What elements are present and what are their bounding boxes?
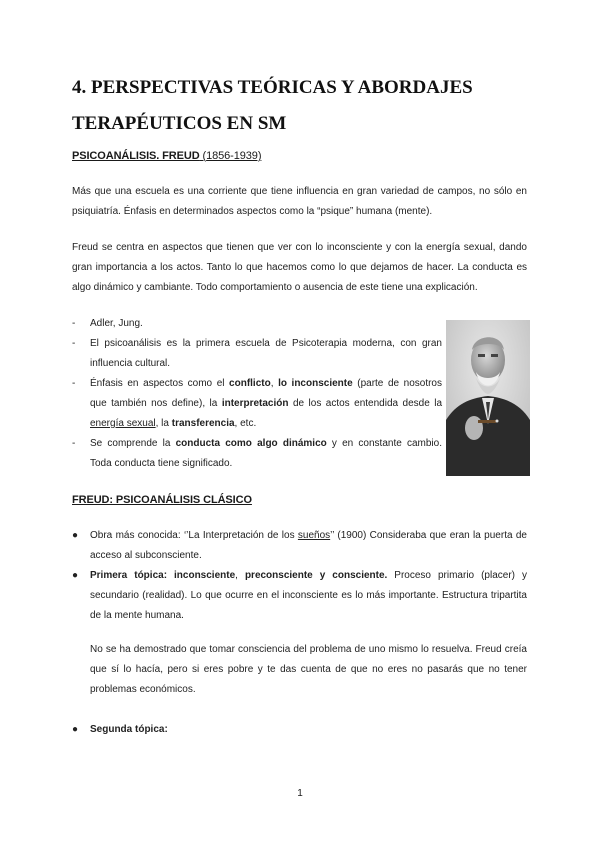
bullet-item bbox=[72, 566, 527, 626]
title-line-2: TERAPÉUTICOS EN SM bbox=[72, 113, 287, 134]
note-paragraph: No se ha demostrado que tomar consciencia del problema de uno mismo lo resuelva. Freud creía que sí lo hacía, pero si eres pobre y te das cuenta de que no eres no pasarás que no tener problemas económicos. bbox=[90, 644, 527, 695]
bullet-item bbox=[72, 720, 527, 740]
paragraph-intro: Más que una escuela es una corriente que tiene influencia en gran variedad de campos, no sólo en psiquiatría. Énfasis en determinados aspectos como la “psique” humana (mente). bbox=[72, 186, 527, 217]
heading-paren: ( bbox=[199, 150, 207, 162]
dash-marker: - bbox=[72, 438, 76, 449]
text-run: Énfasis en aspectos como el bbox=[90, 378, 230, 389]
dash-marker: - bbox=[72, 338, 76, 349]
text-run: ’’ (1900) Consideraba que eran la puerta de acceso al subconsciente. bbox=[90, 530, 527, 561]
bold-term: lo inconsciente bbox=[278, 378, 353, 389]
underlined-term: energía sexual bbox=[90, 418, 156, 429]
text-run: Se comprende la bbox=[90, 438, 176, 449]
heading-years: 1856-1939) bbox=[206, 150, 262, 162]
text-run: , bbox=[235, 570, 245, 581]
bold-term: Primera tópica: inconsciente bbox=[90, 570, 236, 581]
bold-term: conducta como algo dinámico bbox=[175, 438, 327, 449]
bold-term: transferencia bbox=[171, 418, 235, 429]
portrait-image bbox=[446, 320, 530, 476]
bullet-marker: ● bbox=[72, 570, 79, 581]
text-run: de los actos entendida desde la bbox=[288, 398, 443, 409]
list-item bbox=[72, 314, 442, 334]
bullet-marker: ● bbox=[72, 724, 79, 735]
text-run: , bbox=[270, 378, 279, 389]
text-run: Proceso primario (placer) y secundario (realidad). Lo que ocurre en el inconsciente es lo más importante. Estructura tripartita de la mente humana. bbox=[90, 570, 527, 621]
list-item-text: Adler, Jung. bbox=[90, 318, 143, 329]
bullet-item bbox=[72, 526, 527, 566]
page-title bbox=[72, 70, 542, 142]
bold-term: conflicto bbox=[229, 378, 271, 389]
title-line-1: 4. PERSPECTIVAS TEÓRICAS Y ABORDAJES bbox=[72, 77, 473, 98]
dash-marker: - bbox=[72, 378, 76, 389]
list-item-text: El psicoanálisis es la primera escuela de Psicoterapia moderna, con gran influencia cultural. bbox=[90, 338, 442, 369]
dash-list bbox=[72, 314, 442, 474]
freud-portrait-photo bbox=[446, 320, 530, 476]
list-item bbox=[72, 334, 442, 374]
underlined-term: sueños bbox=[297, 530, 331, 541]
page-number: 1 bbox=[297, 788, 303, 799]
text-run: y en constante cambio. Toda conducta tiene significado. bbox=[90, 438, 442, 469]
text-run: (parte de nosotros que también nos define), la bbox=[90, 378, 442, 409]
text-run: Obra más conocida: ‘’La Interpretación de los bbox=[90, 530, 298, 541]
heading-text: PSICOANÁLISIS. FREUD bbox=[72, 150, 200, 162]
section-heading-psicoanalisis bbox=[72, 150, 261, 162]
bullet-list bbox=[72, 526, 527, 740]
text-run: , etc. bbox=[234, 418, 257, 429]
bold-term: preconsciente y consciente. bbox=[244, 570, 388, 581]
dash-marker: - bbox=[72, 318, 76, 329]
section-heading-freud-clasico: FREUD: PSICOANÁLISIS CLÁSICO bbox=[72, 494, 252, 506]
list-item bbox=[72, 374, 442, 434]
paragraph-freud: Freud se centra en aspectos que tienen que ver con lo inconsciente y con la energía sexual, dando gran importancia a los actos. Tanto lo que hacemos como lo que dejamos de hacer. La conducta es algo dinámico y cambiante. Todo comportamiento o ausencia de este tiene una explicación. bbox=[72, 242, 527, 293]
bullet-marker: ● bbox=[72, 530, 79, 541]
bold-term: interpretación bbox=[221, 398, 289, 409]
list-item bbox=[72, 434, 442, 474]
text-run: , la bbox=[155, 418, 172, 429]
bold-term: Segunda tópica: bbox=[90, 724, 168, 735]
